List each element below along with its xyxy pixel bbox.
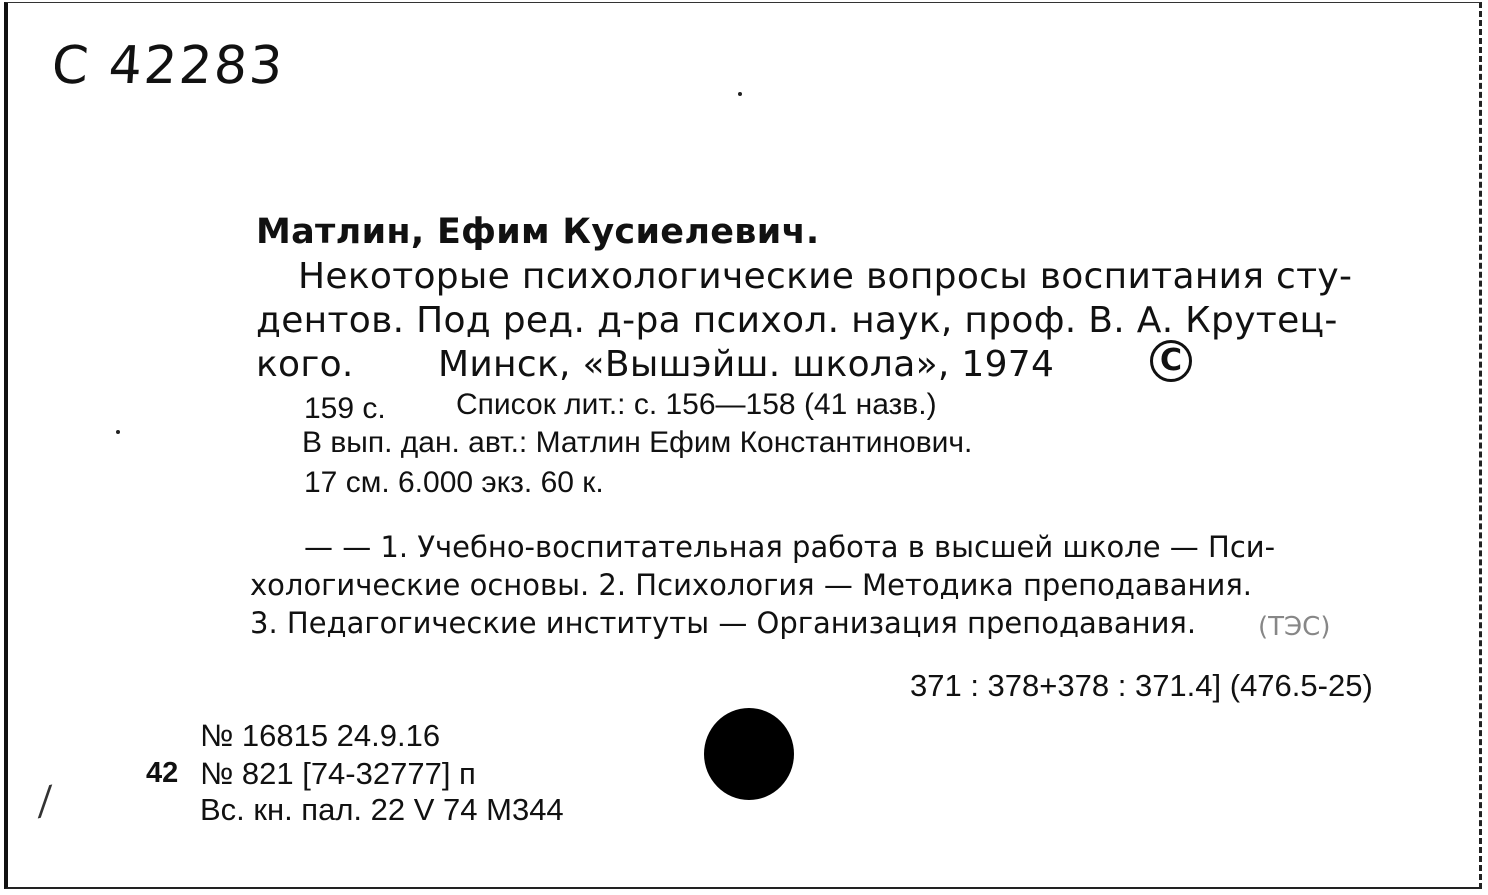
- page-count: 159 с.: [304, 392, 386, 425]
- author-heading: Матлин, Ефим Кусиелевич.: [256, 212, 820, 252]
- subjects-line-1: — — 1. Учебно-воспитательная работа в высшей школе — Пси-: [304, 530, 1276, 564]
- handwritten-shelf-number: С 42283: [49, 36, 287, 96]
- pencil-mark: ⁄: [37, 779, 54, 827]
- record-prefix: 42: [146, 757, 179, 789]
- subjects-line-3: 3. Педагогические институты — Организация преподавания.: [250, 606, 1197, 640]
- chamber-record: Вс. кн. пал. 22 V 74 М344: [200, 792, 564, 827]
- size-price-note: 17 см. 6.000 экз. 60 к.: [304, 466, 604, 499]
- title-line-2: дентов. Под ред. д-ра психол. наук, проф. В. А. Крутец-: [256, 300, 1338, 341]
- faint-stamp: (ТЭС): [1258, 612, 1331, 642]
- subjects-line-2: хологические основы. 2. Психология — Методика преподавания.: [250, 568, 1253, 602]
- ink-speck: [116, 430, 120, 434]
- copyright-icon: C: [1150, 340, 1192, 382]
- title-line-1: Некоторые психологические вопросы воспитания сту-: [298, 256, 1353, 297]
- title-line-3a: кого.: [256, 344, 354, 385]
- bibliography-note: Список лит.: с. 156—158 (41 назв.): [456, 388, 937, 421]
- author-data-note: В вып. дан. авт.: Матлин Ефим Константинович.: [302, 426, 973, 459]
- classification-index: 371 : 378+378 : 371.4] (476.5-25): [910, 668, 1373, 703]
- imprint: Минск, «Вышэйш. школа», 1974: [438, 344, 1055, 385]
- record-number: № 16815 24.9.16: [200, 718, 441, 753]
- record-order: № 821 [74-32777] п: [200, 756, 476, 791]
- punched-hole: [704, 708, 794, 800]
- ink-speck: [738, 92, 742, 96]
